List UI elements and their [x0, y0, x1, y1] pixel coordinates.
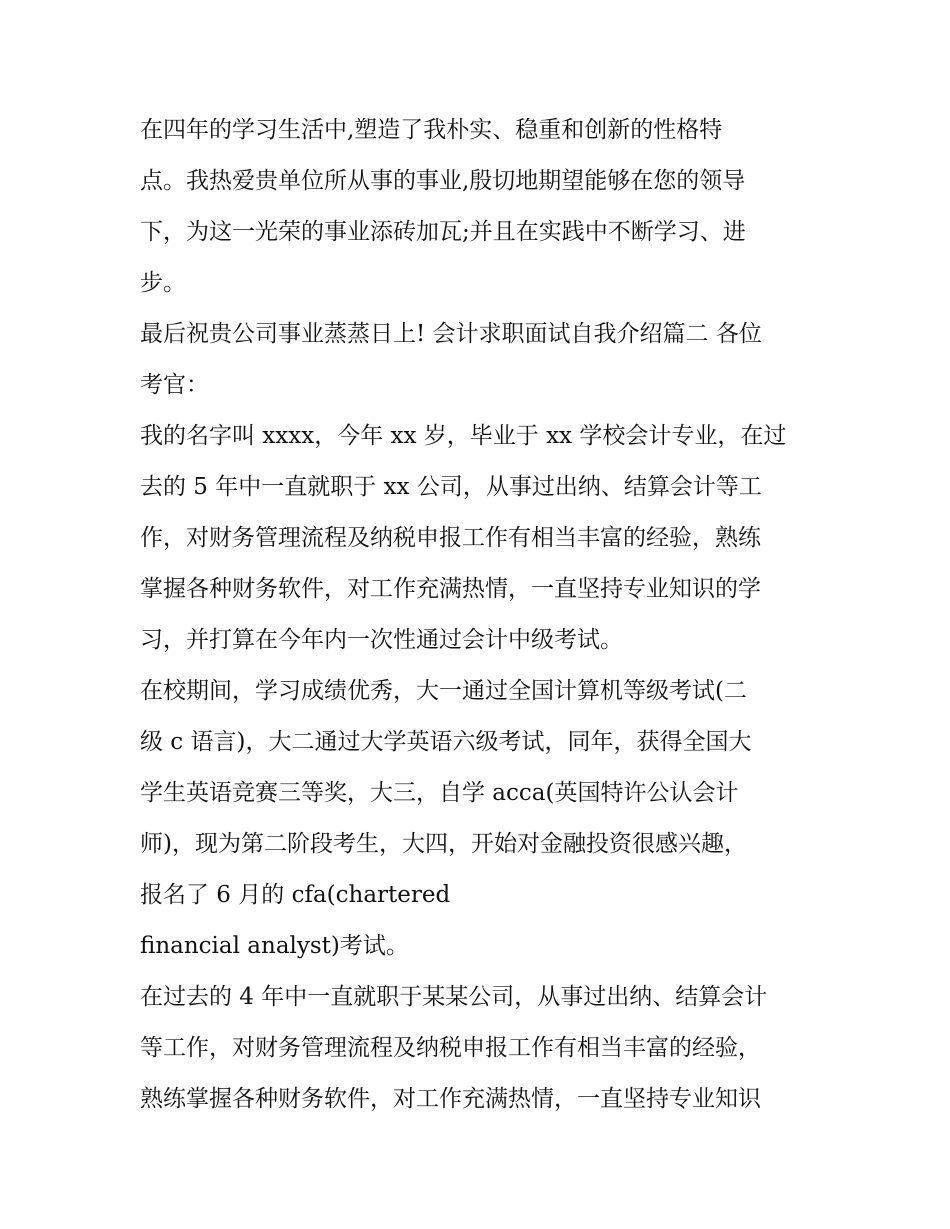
text-line: 考官：	[140, 372, 209, 398]
text-line: 最后祝贵公司事业蒸蒸日上! 会计求职面试自我介绍篇二 各位	[140, 321, 762, 347]
text-line: financial analyst)考试。	[140, 933, 409, 959]
text-line: 在四年的学习生活中,塑造了我朴实、稳重和创新的性格特	[140, 117, 723, 143]
text-line: 学生英语竞赛三等奖，大三，自学 acca(英国特许公认会计	[140, 780, 739, 806]
text-line: 下，为这一光荣的事业添砖加瓦;并且在实践中不断学习、进	[140, 219, 746, 245]
text-line: 在校期间，学习成绩优秀，大一通过全国计算机等级考试(二	[140, 678, 747, 704]
text-line: 熟练掌握各种财务软件，对工作充满热情，一直坚持专业知识	[140, 1086, 761, 1112]
text-line: 在过去的 4 年中一直就职于某某公司，从事过出纳、结算会计	[140, 984, 768, 1010]
document-body	[140, 105, 820, 1125]
text-line: 我的名字叫 xxxx，今年 xx 岁，毕业于 xx 学校会计专业，在过	[140, 423, 787, 449]
text-line: 作，对财务管理流程及纳税申报工作有相当丰富的经验，熟练	[140, 525, 761, 551]
text-line: 级 c 语言)，大二通过大学英语六级考试，同年，获得全国大	[140, 729, 752, 755]
text-line: 步。	[140, 270, 186, 296]
text-line: 报名了 6 月的 cfa(chartered	[140, 882, 451, 908]
text-line: 师)，现为第二阶段考生，大四，开始对金融投资很感兴趣，	[140, 831, 747, 857]
text-line: 等工作，对财务管理流程及纳税申报工作有相当丰富的经验，	[140, 1035, 761, 1061]
text-line: 去的 5 年中一直就职于 xx 公司，从事过出纳、结算会计等工	[140, 474, 762, 500]
text-line: 掌握各种财务软件，对工作充满热情，一直坚持专业知识的学	[140, 576, 761, 602]
text-line: 习，并打算在今年内一次性通过会计中级考试。	[140, 627, 623, 653]
text-line: 点。我热爱贵单位所从事的事业,殷切地期望能够在您的领导	[140, 168, 746, 194]
